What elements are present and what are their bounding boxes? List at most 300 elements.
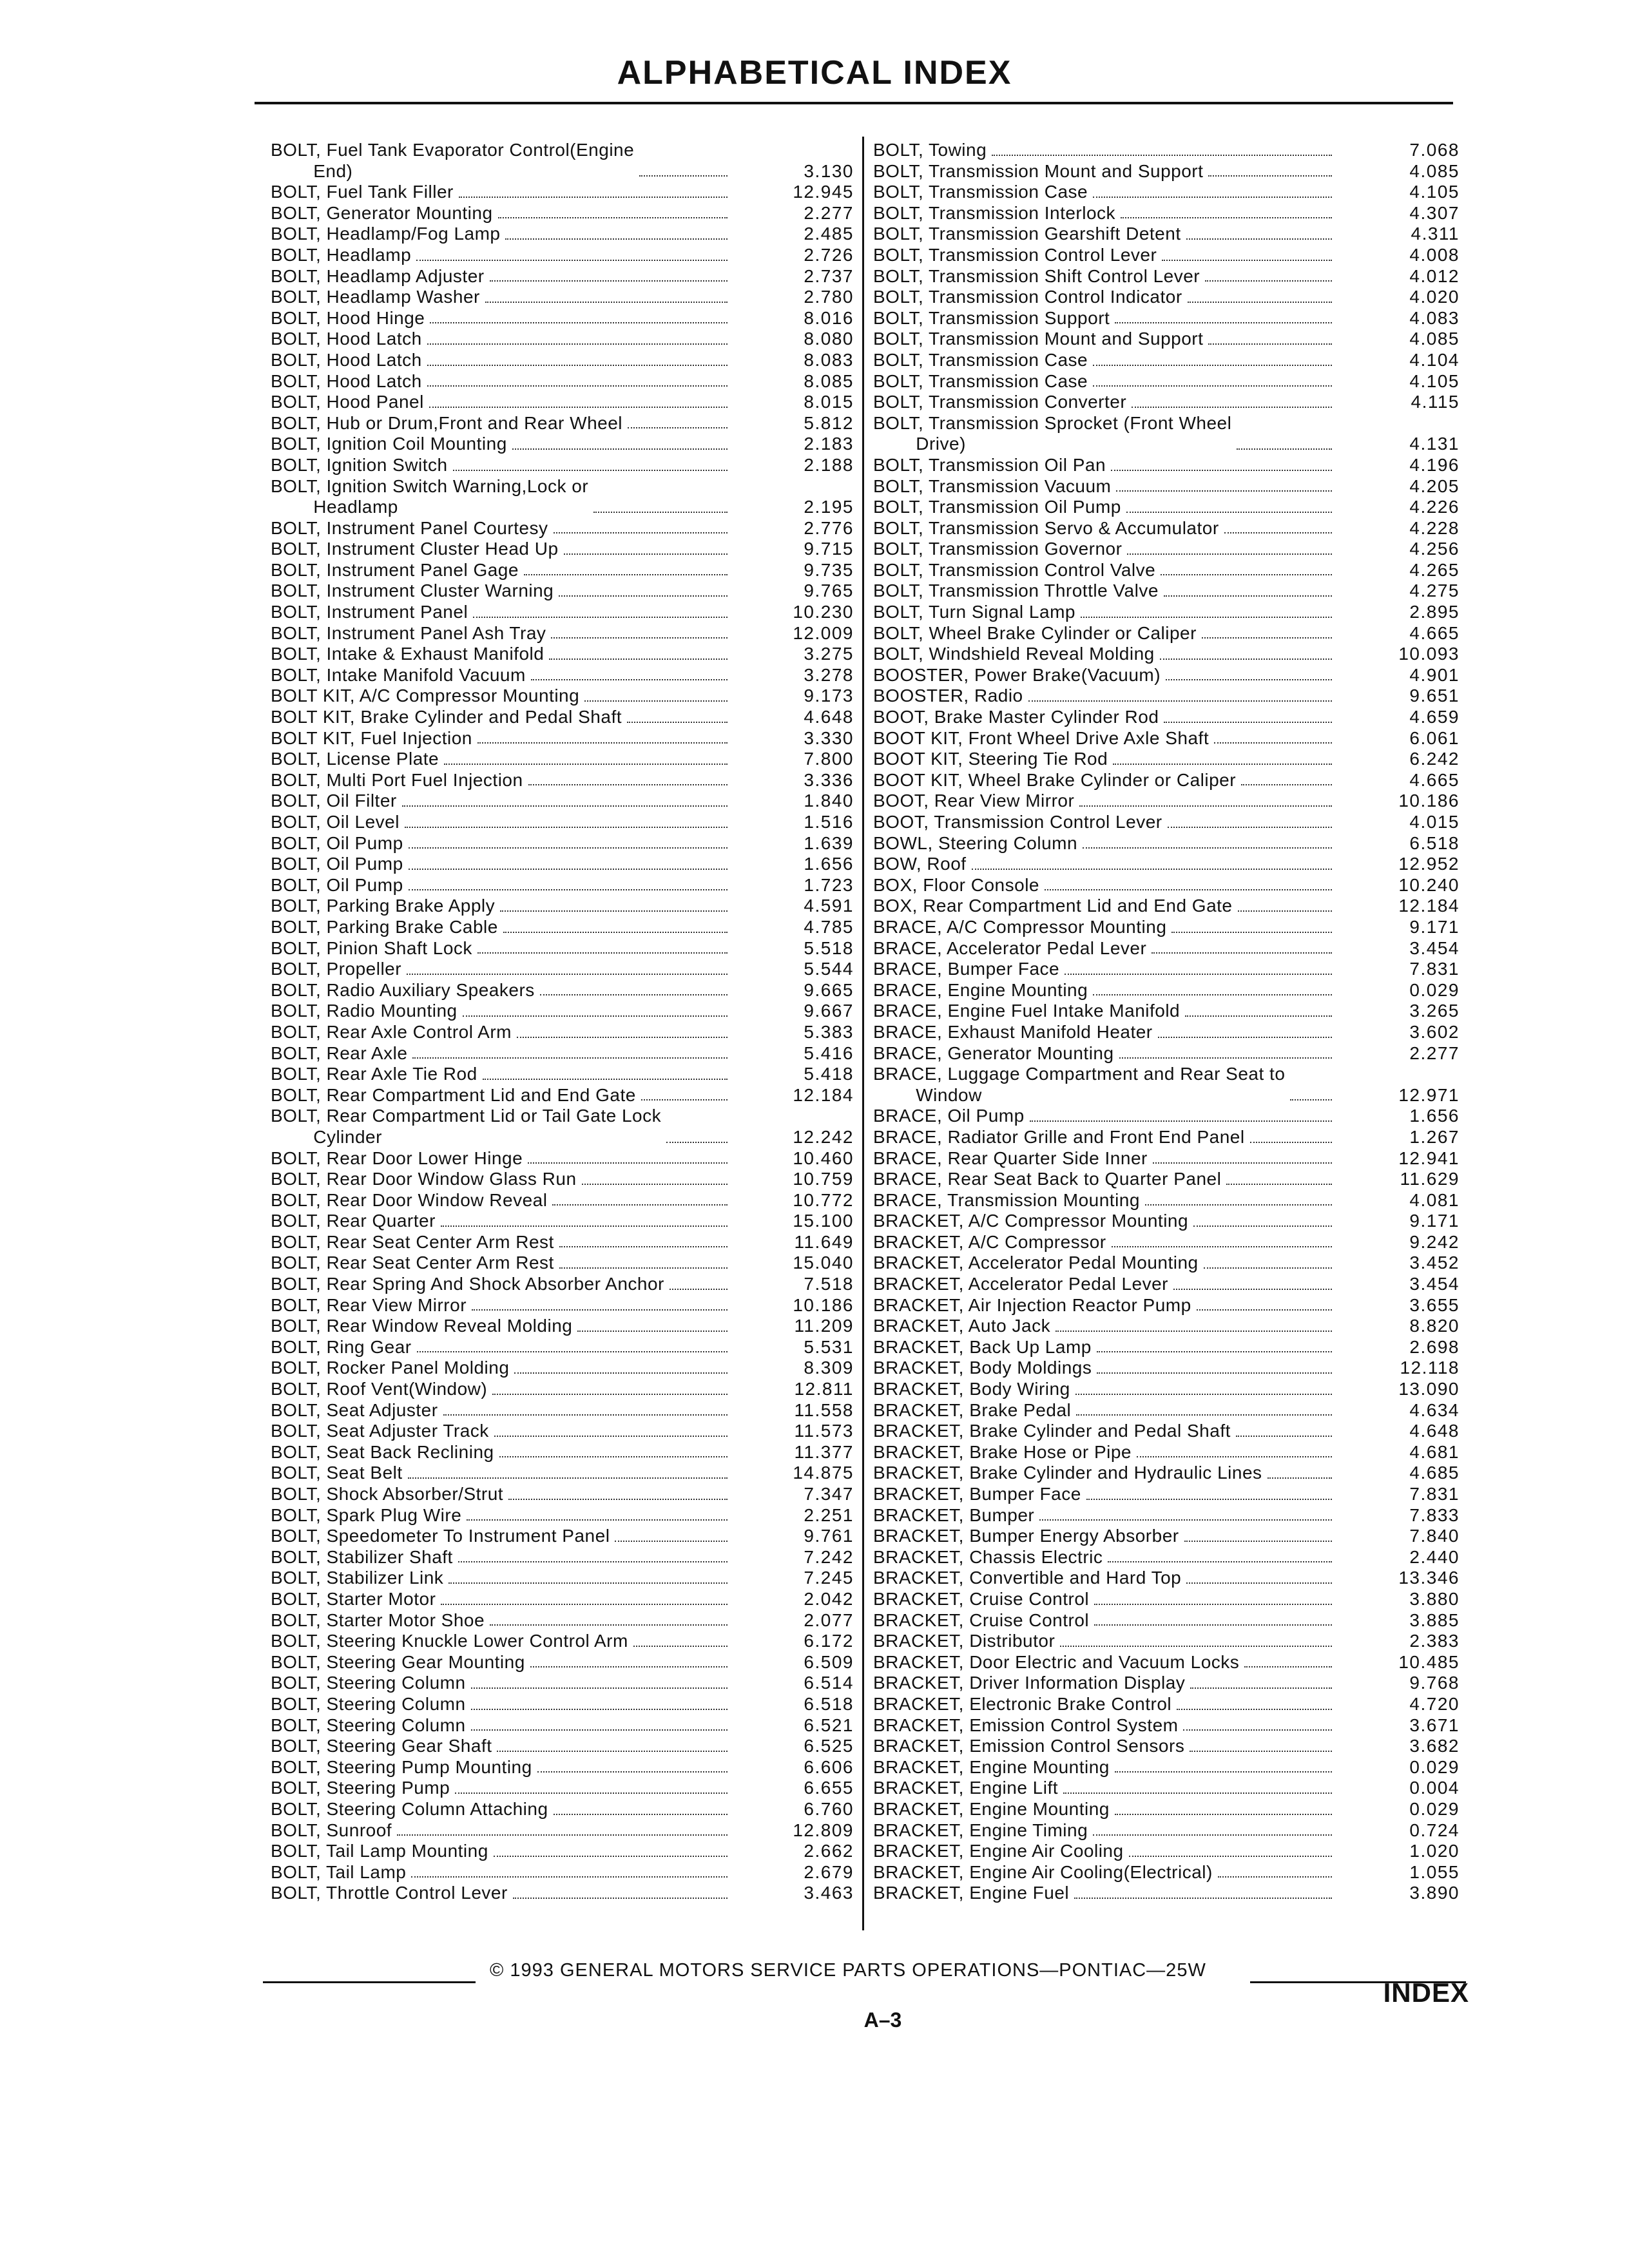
index-entry-label: BOLT, Transmission Case [873, 182, 1088, 202]
index-entry-name-cell [271, 644, 731, 665]
index-entry-page: 4.307 [1409, 202, 1460, 223]
index-entry [873, 602, 1460, 623]
index-entry-label: BOLT, Instrument Cluster Warning [271, 581, 554, 601]
index-entry [271, 1022, 854, 1043]
index-entry-name-cell [873, 560, 1336, 581]
index-entry [271, 1232, 854, 1253]
index-entry-page: 12.009 [793, 622, 854, 643]
index-entry [873, 833, 1460, 854]
index-entry-name-cell [271, 1694, 731, 1715]
dot-leader [1030, 1120, 1332, 1122]
index-entry-name-cell [271, 371, 731, 392]
dot-leader [441, 1604, 728, 1605]
index-entry-label: BRACE, Rear Seat Back to Quarter Panel [873, 1169, 1222, 1189]
index-entry-name-cell [873, 266, 1336, 287]
index-entry-label: BOLT, Transmission Governor [873, 539, 1123, 559]
index-entry-page: 5.416 [804, 1043, 854, 1063]
index-entry-page: 10.759 [793, 1169, 854, 1189]
index-entry [271, 917, 854, 938]
dot-leader [1093, 994, 1332, 995]
dot-leader [485, 302, 728, 303]
dot-leader [505, 238, 728, 240]
index-entry-name-cell [873, 455, 1336, 476]
index-entry-page: 4.901 [1409, 664, 1460, 685]
dot-leader [1075, 1394, 1332, 1395]
index-entry-name-cell [873, 791, 1336, 812]
index-entry-page: 4.681 [1409, 1441, 1460, 1462]
index-entry [271, 518, 854, 539]
index-entry [873, 560, 1460, 581]
index-entry-page: 2.195 [804, 497, 854, 517]
index-entry-name-cell [271, 1778, 731, 1799]
dot-leader [412, 1057, 728, 1059]
index-entry [271, 1190, 854, 1211]
index-entry-name-cell [271, 1148, 731, 1169]
dot-leader [972, 869, 1332, 870]
index-entry-page: 3.602 [1409, 1021, 1460, 1042]
index-entry-page: 3.452 [1409, 1253, 1460, 1273]
footer-page-number: A–3 [863, 2008, 902, 2032]
index-entry [271, 833, 854, 854]
index-entry-page: 4.228 [1409, 517, 1460, 538]
index-entry-page: 4.012 [1409, 265, 1460, 286]
dot-leader [508, 1499, 728, 1500]
index-entry-page: 8.016 [804, 307, 854, 328]
index-entry-page: 2.077 [804, 1610, 854, 1630]
index-entry-label: BOLT, Tail Lamp Mounting [271, 1841, 488, 1861]
index-entry-page: 9.735 [804, 559, 854, 580]
index-entry-name-cell [271, 1190, 731, 1211]
index-entry-page: 1.020 [1409, 1841, 1460, 1861]
index-entry-name-cell [873, 1232, 1336, 1253]
index-entry-name-cell [873, 1379, 1336, 1400]
dot-leader [1197, 1309, 1332, 1311]
index-entry [873, 266, 1460, 287]
index-entry-label: BOLT KIT, A/C Compressor Mounting [271, 686, 580, 706]
dot-leader [497, 1751, 728, 1752]
index-entry-name-cell [873, 1169, 1336, 1190]
index-entry-name-cell [873, 1001, 1336, 1022]
index-entry-page: 3.330 [804, 727, 854, 748]
index-entry-page: 12.952 [1398, 854, 1460, 874]
index-entry-label: BOLT, Oil Pump [271, 832, 403, 853]
index-entry-page: 10.093 [1398, 644, 1460, 664]
index-entry-page: 0.004 [1409, 1778, 1460, 1798]
index-entry-page: 8.085 [804, 370, 854, 391]
dot-leader [1111, 470, 1332, 471]
index-entry-name-cell [271, 686, 731, 707]
index-entry-page: 0.029 [1409, 1798, 1460, 1819]
index-entry-name-cell [271, 1589, 731, 1610]
index-entry-label: BOLT, Ignition Coil Mounting [271, 434, 507, 454]
index-entry-label: BOLT, Tail Lamp [271, 1861, 407, 1882]
index-entry-label: BOLT, Rear Quarter [271, 1211, 436, 1231]
index-entry-name-cell [873, 959, 1336, 980]
dot-leader [1158, 1037, 1332, 1038]
index-entry [873, 875, 1460, 896]
index-entry [873, 1631, 1460, 1652]
index-entry-page: 3.682 [1409, 1736, 1460, 1756]
index-entry-page: 1.639 [804, 832, 854, 853]
index-entry [873, 1421, 1460, 1442]
index-entry-label: BOOT, Transmission Control Lever [873, 812, 1162, 832]
index-entry-name-cell [271, 917, 731, 938]
dot-leader [1081, 617, 1332, 618]
dot-leader [1045, 889, 1332, 890]
dot-leader [1093, 1834, 1332, 1836]
index-entry-label: BRACKET, Air Injection Reactor Pump [873, 1294, 1191, 1315]
index-entry-page: 4.083 [1409, 307, 1460, 328]
index-entry [271, 623, 854, 644]
index-entry-page: 15.100 [793, 1211, 854, 1231]
index-entry-label: BOLT, Hood Hinge [271, 307, 425, 328]
index-entry-name-cell [873, 1484, 1336, 1505]
index-entry-label: BRACKET, Engine Timing [873, 1820, 1088, 1840]
index-entry-name-cell [873, 224, 1336, 245]
dot-leader [641, 1099, 728, 1100]
index-entry [271, 1085, 854, 1106]
index-entry-label: BRACE, Generator Mounting [873, 1043, 1114, 1063]
index-entry-label: BOLT, Oil Pump [271, 854, 403, 874]
index-entry-label: BOOSTER, Radio [873, 686, 1023, 706]
dot-leader [1224, 532, 1332, 533]
dot-leader [472, 1309, 728, 1311]
dot-leader [639, 175, 728, 177]
dot-leader [554, 1814, 728, 1815]
index-entry-name-cell [873, 707, 1336, 728]
index-entry-label: BOLT, Steering Column [271, 1715, 466, 1735]
index-entry-page: 3.275 [804, 644, 854, 664]
index-entry-label: BOLT, Transmission Oil Pan [873, 454, 1106, 475]
index-entry-label: BRACKET, Driver Information Display [873, 1673, 1186, 1693]
dot-leader [1173, 1289, 1332, 1290]
index-entry [271, 980, 854, 1001]
index-column-left [271, 140, 854, 1904]
index-entry-page: 6.655 [804, 1778, 854, 1798]
index-entry-page: 7.833 [1409, 1504, 1460, 1525]
index-entry-name-cell [271, 245, 731, 266]
dot-leader [1185, 1015, 1332, 1017]
index-entry-page: 13.090 [1398, 1379, 1460, 1399]
index-entry-page: 2.440 [1409, 1546, 1460, 1567]
index-entry-page: 2.277 [804, 202, 854, 223]
dot-leader [1164, 722, 1332, 723]
index-entry-label: BOLT, Rocker Panel Molding [271, 1358, 510, 1378]
index-entry-name-cell [873, 1736, 1336, 1757]
index-entry-label: BOLT, Roof Vent(Window) [271, 1379, 488, 1399]
dot-leader [471, 1687, 728, 1689]
index-entry [271, 581, 854, 602]
index-entry-label: BRACKET, A/C Compressor [873, 1231, 1106, 1252]
index-entry [271, 1379, 854, 1400]
index-entry-page: 4.115 [1411, 392, 1460, 412]
index-entry [873, 896, 1460, 917]
index-entry-label: BOLT, Steering Pump [271, 1778, 450, 1798]
index-entry [873, 644, 1460, 665]
index-entry [271, 1148, 854, 1169]
index-entry-name-cell [873, 938, 1336, 959]
index-entry [271, 371, 854, 392]
index-entry-page: 9.173 [804, 686, 854, 706]
index-entry [271, 854, 854, 875]
dot-leader [416, 260, 728, 261]
index-entry [873, 854, 1460, 875]
index-entry [271, 1820, 854, 1841]
index-entry-name-cell [271, 896, 731, 917]
index-entry-label: BOLT KIT, Fuel Injection [271, 727, 472, 748]
index-entry-name-cell [873, 728, 1336, 749]
index-entry-label: BRACE, Engine Fuel Intake Manifold [873, 1001, 1181, 1021]
index-entry-name-cell [271, 1652, 731, 1673]
index-entry-page: 0.029 [1409, 1756, 1460, 1777]
index-entry-label: BRACKET, Engine Lift [873, 1778, 1059, 1798]
index-entry-label: BOOT KIT, Wheel Brake Cylinder or Caliper [873, 769, 1237, 790]
index-entry-page: 4.665 [1409, 769, 1460, 790]
index-entry [271, 434, 854, 455]
dot-leader [1162, 260, 1332, 261]
column-divider [862, 137, 864, 1930]
index-entry-label: BOLT, Transmission Case [873, 349, 1088, 370]
dot-leader [1116, 490, 1332, 492]
index-entry [873, 476, 1460, 497]
index-entry-label: BOLT, Hood Latch [271, 349, 422, 370]
index-entry-page: 12.941 [1398, 1148, 1460, 1168]
dot-leader [1183, 1729, 1332, 1731]
index-entry-page: 4.665 [1409, 622, 1460, 643]
index-entry-label: BOLT, Rear Door Window Reveal [271, 1189, 548, 1210]
index-entry [271, 602, 854, 623]
index-entry [271, 1400, 854, 1421]
dot-leader [1184, 1541, 1332, 1542]
index-entry-name-cell [271, 224, 731, 245]
index-entry [271, 1106, 854, 1148]
index-entry [271, 287, 854, 308]
index-entry-page: 1.840 [804, 791, 854, 811]
index-entry-page: 7.840 [1409, 1526, 1460, 1546]
index-entry [271, 1841, 854, 1862]
dot-leader [471, 1709, 728, 1710]
index-entry [873, 1694, 1460, 1715]
index-entry [271, 644, 854, 665]
index-entry-name-cell [873, 1694, 1336, 1715]
index-entry [271, 896, 854, 917]
index-entry-label: BOLT, Ignition Switch [271, 454, 448, 475]
index-entry-page: 9.242 [1409, 1231, 1460, 1252]
index-entry-name-cell [873, 1778, 1336, 1799]
index-entry [271, 1757, 854, 1778]
index-entry-name-cell [271, 1442, 731, 1463]
index-entry-page: 2.188 [804, 454, 854, 475]
index-entry-page: 2.042 [804, 1588, 854, 1609]
index-entry [873, 1253, 1460, 1274]
index-entry-name-cell [873, 770, 1336, 791]
index-entry-label: BRACKET, Distributor [873, 1631, 1055, 1651]
dot-leader [1126, 512, 1332, 513]
index-entry [873, 1568, 1460, 1589]
index-entry-name-cell [271, 1001, 731, 1022]
index-entry-label: BOLT, Instrument Panel Gage [271, 559, 519, 580]
dot-leader [483, 1079, 728, 1080]
index-entry-page: 3.463 [804, 1883, 854, 1903]
dot-leader [577, 1331, 728, 1332]
index-entry-name-cell [271, 1841, 731, 1862]
index-entry [271, 1631, 854, 1652]
index-entry-name-cell [271, 413, 731, 434]
dot-leader [1127, 553, 1332, 555]
index-entry [873, 1295, 1460, 1316]
page-title: ALPHABETICAL INDEX [617, 54, 1012, 91]
index-entry [873, 581, 1460, 602]
index-entry [873, 1736, 1460, 1757]
index-entry-page: 6.525 [804, 1736, 854, 1756]
index-entry-label: BOLT, Rear Window Reveal Molding [271, 1316, 573, 1336]
index-entry-name-cell [271, 1715, 731, 1736]
index-entry-label: BOLT, Transmission Support [873, 307, 1110, 328]
index-entry-name-cell [873, 1463, 1336, 1484]
index-entry-name-cell [271, 140, 731, 182]
dot-leader [427, 365, 728, 366]
index-entry-name-cell [873, 602, 1336, 623]
index-entry [873, 203, 1460, 224]
index-entry-label: BOLT, Starter Motor [271, 1588, 436, 1609]
footer-copyright: © 1993 GENERAL MOTORS SERVICE PARTS OPERATIONS—PONTIAC—25W [490, 1960, 1206, 1981]
dot-leader [1190, 1751, 1332, 1752]
dot-leader [670, 1289, 728, 1290]
dot-leader [1060, 1646, 1332, 1647]
index-entry [271, 1211, 854, 1232]
index-entry-page: 11.629 [1400, 1169, 1460, 1189]
index-entry-page: 4.131 [1409, 434, 1460, 454]
dot-leader [528, 784, 728, 785]
index-entry-label: BOLT, Rear Compartment Lid and End Gate [271, 1084, 636, 1105]
index-entry-label: BOOT, Rear View Mirror [873, 791, 1075, 811]
index-entry-page: 9.651 [1409, 686, 1460, 706]
index-entry [271, 665, 854, 686]
dot-leader [1115, 1771, 1332, 1773]
dot-leader [992, 155, 1332, 156]
index-entry-name-cell [271, 1400, 731, 1421]
index-entry-label: BOLT, Steering Knuckle Lower Control Arm [271, 1631, 628, 1651]
index-entry-label: BOLT, Windshield Reveal Molding [873, 644, 1155, 664]
dot-leader [402, 805, 728, 807]
index-entry-page: 9.761 [804, 1526, 854, 1546]
dot-leader [427, 343, 728, 345]
index-entry [873, 1316, 1460, 1337]
index-entry-name-cell [271, 1505, 731, 1526]
index-entry-name-cell [271, 329, 731, 350]
dot-leader [1186, 238, 1332, 240]
header-rule [255, 102, 1453, 104]
index-entry-page: 12.811 [794, 1379, 854, 1399]
index-entry-page: 6.518 [804, 1693, 854, 1714]
index-entry [873, 140, 1460, 161]
index-entry-page: 10.460 [793, 1148, 854, 1168]
index-entry-label: BRACKET, Accelerator Pedal Mounting [873, 1253, 1199, 1273]
index-entry-name-cell [873, 896, 1336, 917]
index-entry [271, 1295, 854, 1316]
index-entry-label: BOLT, Transmission Mount and Support [873, 160, 1204, 181]
index-entry-label: BOWL, Steering Column [873, 832, 1078, 853]
index-entry-label: BOLT, Radio Auxiliary Speakers [271, 979, 535, 1000]
index-entry-name-cell [271, 1316, 731, 1337]
index-entry-name-cell [271, 875, 731, 896]
index-entry-name-cell [271, 1736, 731, 1757]
index-entry-page: 11.558 [794, 1399, 854, 1420]
index-entry-page: 7.831 [1409, 1484, 1460, 1504]
index-entry-name-cell [873, 497, 1336, 518]
index-entry-name-cell [873, 350, 1336, 371]
dot-leader [1161, 574, 1332, 575]
dot-leader [1112, 1246, 1332, 1247]
index-entry-label: BOLT, Transmission Shift Control Lever [873, 265, 1200, 286]
index-entry-label: BRACKET, Emission Control Sensors [873, 1736, 1185, 1756]
index-entry-name-cell [873, 1295, 1336, 1316]
index-entry-name-cell [271, 1757, 731, 1778]
index-entry [873, 917, 1460, 938]
index-entry-label: BOLT, Seat Belt [271, 1463, 403, 1483]
index-entry-page: 2.698 [1409, 1336, 1460, 1357]
dot-leader [1094, 1624, 1332, 1626]
index-entry-page: 7.242 [804, 1546, 854, 1567]
index-entry [271, 1694, 854, 1715]
dot-leader [1218, 1876, 1332, 1878]
index-entry-page: 9.171 [1409, 1211, 1460, 1231]
dot-leader [1153, 1162, 1332, 1164]
index-entry [873, 1757, 1460, 1778]
index-entry-label: BOLT, Oil Level [271, 812, 400, 832]
index-entry-name-cell [271, 1463, 731, 1484]
dot-leader [430, 322, 728, 323]
dot-leader [1202, 637, 1332, 639]
index-entry-label: BOLT, Stabilizer Link [271, 1568, 444, 1588]
index-entry [873, 1337, 1460, 1358]
index-entry-label: BOLT, Seat Back Reclining [271, 1441, 494, 1462]
index-entry-name-cell [873, 917, 1336, 938]
index-entry-page: 2.183 [804, 434, 854, 454]
index-entry [873, 1148, 1460, 1169]
index-entry [271, 224, 854, 245]
dot-leader [499, 1456, 728, 1457]
index-entry [271, 182, 854, 203]
dot-leader [582, 1184, 728, 1185]
index-entry-label: BOLT, Transmission Gearshift Detent [873, 224, 1181, 244]
index-entry-name-cell [271, 203, 731, 224]
index-entry-page: 12.184 [793, 1084, 854, 1105]
index-entry [271, 791, 854, 812]
index-entry-label: BOLT, Transmission Converter [873, 392, 1127, 412]
index-entry-name-cell [873, 392, 1336, 413]
index-entry-label: BOLT, Intake & Exhaust Manifold [271, 644, 545, 664]
index-entry-name-cell [873, 1043, 1336, 1064]
index-entry-name-cell [271, 1043, 731, 1064]
index-entry-page: 12.118 [1400, 1358, 1460, 1378]
index-entry [271, 1547, 854, 1568]
index-entry-page: 5.518 [804, 937, 854, 958]
index-entry-name-cell [873, 539, 1336, 560]
index-entry-label: BOLT, Ignition Switch Warning,Lock or Headlamp [271, 476, 589, 517]
dot-leader [1208, 343, 1332, 345]
dot-leader [1076, 1414, 1332, 1416]
index-entry [271, 1337, 854, 1358]
index-entry [271, 203, 854, 224]
index-entry-name-cell [271, 308, 731, 329]
dot-leader [1115, 1814, 1332, 1815]
dot-leader [448, 1582, 728, 1584]
index-entry-label: BRACE, Luggage Compartment and Rear Seat to Window [873, 1064, 1286, 1105]
index-entry-label: BRACKET, Door Electric and Vacuum Locks [873, 1651, 1240, 1672]
index-entry [873, 1799, 1460, 1820]
index-entry-name-cell [271, 1085, 731, 1106]
